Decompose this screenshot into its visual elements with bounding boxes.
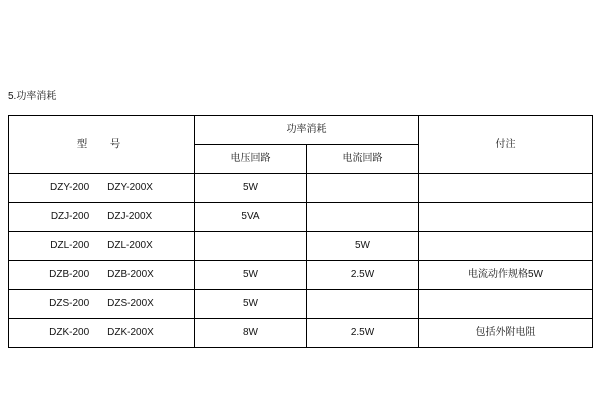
cell-model-a: DZS-200 bbox=[49, 298, 90, 309]
cell-model-b: DZY-200X bbox=[107, 182, 153, 193]
cell-current bbox=[307, 174, 419, 203]
cell-model bbox=[9, 319, 195, 348]
cell-model-a: DZY-200 bbox=[50, 182, 90, 193]
cell-model-b: DZJ-200X bbox=[107, 211, 153, 222]
cell-model-b: DZK-200X bbox=[107, 327, 154, 338]
table-row bbox=[9, 203, 593, 232]
cell-model bbox=[9, 203, 195, 232]
cell-model-a: DZJ-200 bbox=[50, 211, 90, 222]
header-voltage-circuit: 电压回路 bbox=[195, 145, 307, 174]
cell-note bbox=[419, 290, 593, 319]
cell-note bbox=[419, 232, 593, 261]
cell-model-a: DZK-200 bbox=[49, 327, 90, 338]
cell-model bbox=[9, 232, 195, 261]
cell-note bbox=[419, 174, 593, 203]
table-row bbox=[9, 319, 593, 348]
power-consumption-table-wrap bbox=[8, 115, 592, 348]
section-heading: 5.功率消耗 bbox=[8, 91, 57, 102]
cell-voltage bbox=[195, 232, 307, 261]
table-row bbox=[9, 174, 593, 203]
table-header-row bbox=[9, 116, 593, 145]
header-model bbox=[9, 116, 195, 174]
header-note: 付注 bbox=[419, 116, 593, 174]
table-row bbox=[9, 290, 593, 319]
table-row bbox=[9, 232, 593, 261]
cell-model-a: DZL-200 bbox=[50, 240, 90, 251]
cell-model-a: DZB-200 bbox=[49, 269, 90, 280]
header-model-label: 型 号 bbox=[76, 138, 127, 150]
cell-current: 5W bbox=[307, 232, 419, 261]
power-consumption-table bbox=[8, 115, 593, 348]
cell-note: 包括外附电阻 bbox=[419, 319, 593, 348]
cell-note bbox=[419, 203, 593, 232]
table-row bbox=[9, 261, 593, 290]
cell-voltage: 5VA bbox=[195, 203, 307, 232]
cell-voltage: 8W bbox=[195, 319, 307, 348]
cell-note: 电流动作规格5W bbox=[419, 261, 593, 290]
cell-current: 2.5W bbox=[307, 261, 419, 290]
cell-model bbox=[9, 174, 195, 203]
cell-current: 2.5W bbox=[307, 319, 419, 348]
cell-voltage: 5W bbox=[195, 261, 307, 290]
header-current-circuit: 电流回路 bbox=[307, 145, 419, 174]
cell-current bbox=[307, 290, 419, 319]
cell-model-b: DZB-200X bbox=[107, 269, 154, 280]
cell-model-b: DZS-200X bbox=[107, 298, 154, 309]
cell-model bbox=[9, 261, 195, 290]
cell-model-b: DZL-200X bbox=[107, 240, 153, 251]
cell-current bbox=[307, 203, 419, 232]
header-power: 功率消耗 bbox=[195, 116, 419, 145]
cell-model bbox=[9, 290, 195, 319]
cell-voltage: 5W bbox=[195, 290, 307, 319]
cell-voltage: 5W bbox=[195, 174, 307, 203]
